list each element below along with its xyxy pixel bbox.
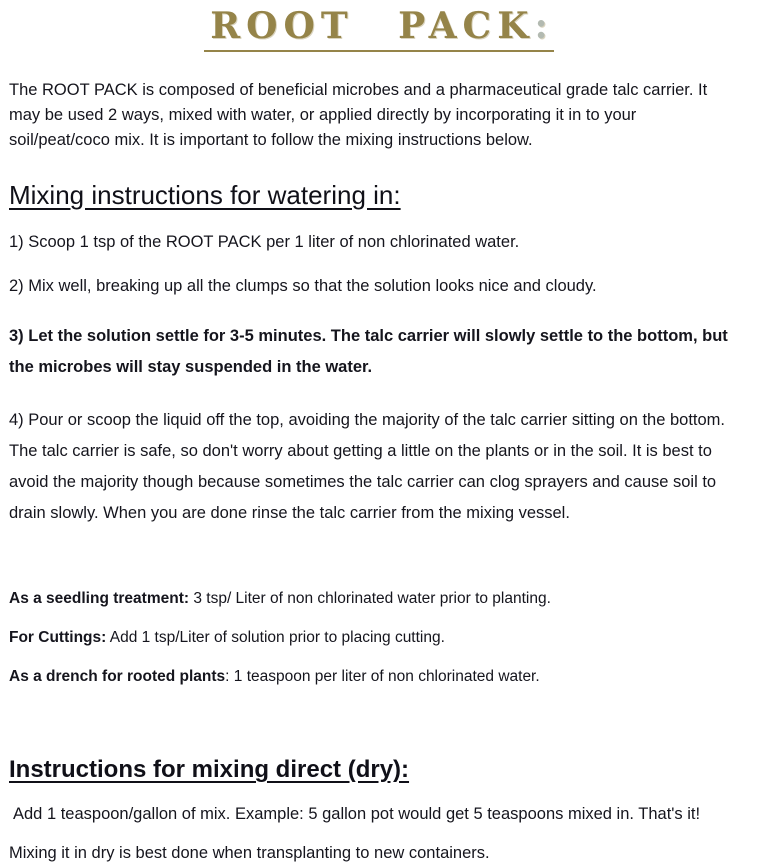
treatment-cuttings — [9, 628, 749, 647]
intro-paragraph: The ROOT PACK is composed of beneficial microbes and a pharmaceutical grade talc carrier. It may be used 2 ways, mixed with water, or applied directly by incorporating it in to your soil/peat/coco mix. It is important to follow the mixing instructions below. — [9, 81, 708, 149]
treatment-list — [9, 589, 749, 686]
treatment-cuttings-label: For Cuttings: — [9, 629, 107, 646]
treatment-seedling-text: 3 tsp/ Liter of non chlorinated water prior to planting. — [189, 590, 551, 607]
document-title — [204, 6, 554, 52]
treatment-drench-text: : 1 teaspoon per liter of non chlorinated water. — [225, 668, 540, 685]
document-header — [9, 6, 749, 52]
title-text: ROOT PACK — [210, 5, 535, 47]
watering-step-1: 1) Scoop 1 tsp of the ROOT PACK per 1 liter of non chlorinated water. — [9, 233, 520, 251]
watering-step-2: 2) Mix well, breaking up all the clumps so that the solution looks nice and cloudy. — [9, 277, 597, 295]
watering-section-heading: Mixing instructions for watering in: — [9, 180, 401, 210]
dry-section-heading: Instructions for mixing direct (dry): — [9, 756, 410, 783]
treatment-seedling-label: As a seedling treatment: — [9, 590, 190, 607]
treatment-drench-label: As a drench for rooted plants — [9, 668, 226, 685]
treatment-drench — [9, 667, 749, 686]
dry-instruction-line: Add 1 teaspoon/gallon of mix. Example: 5 gallon pot would get 5 teaspoons mixed in. That's it! — [13, 805, 701, 823]
watering-step-4: 4) Pour or scoop the liquid off the top, avoiding the majority of the talc carrier sitting on the bottom. The talc carrier is safe, so don't worry about getting a little on the plants or in the soil. It is best to avoid the majority though because sometimes the talc carrier can clog sprayers and cause soil to drain slowly. When you are done rinse the talc carrier from the mixing vessel. — [9, 411, 726, 522]
watering-step-3: 3) Let the solution settle for 3-5 minutes. The talc carrier will slowly settle to the bottom, but the microbes will stay suspended in the water. — [9, 327, 728, 376]
title-colon: : — [534, 5, 548, 47]
treatment-cuttings-text: Add 1 tsp/Liter of solution prior to placing cutting. — [106, 629, 445, 646]
treatment-seedling — [9, 589, 749, 608]
dry-note-line: Mixing it in dry is best done when transplanting to new containers. — [9, 844, 490, 862]
